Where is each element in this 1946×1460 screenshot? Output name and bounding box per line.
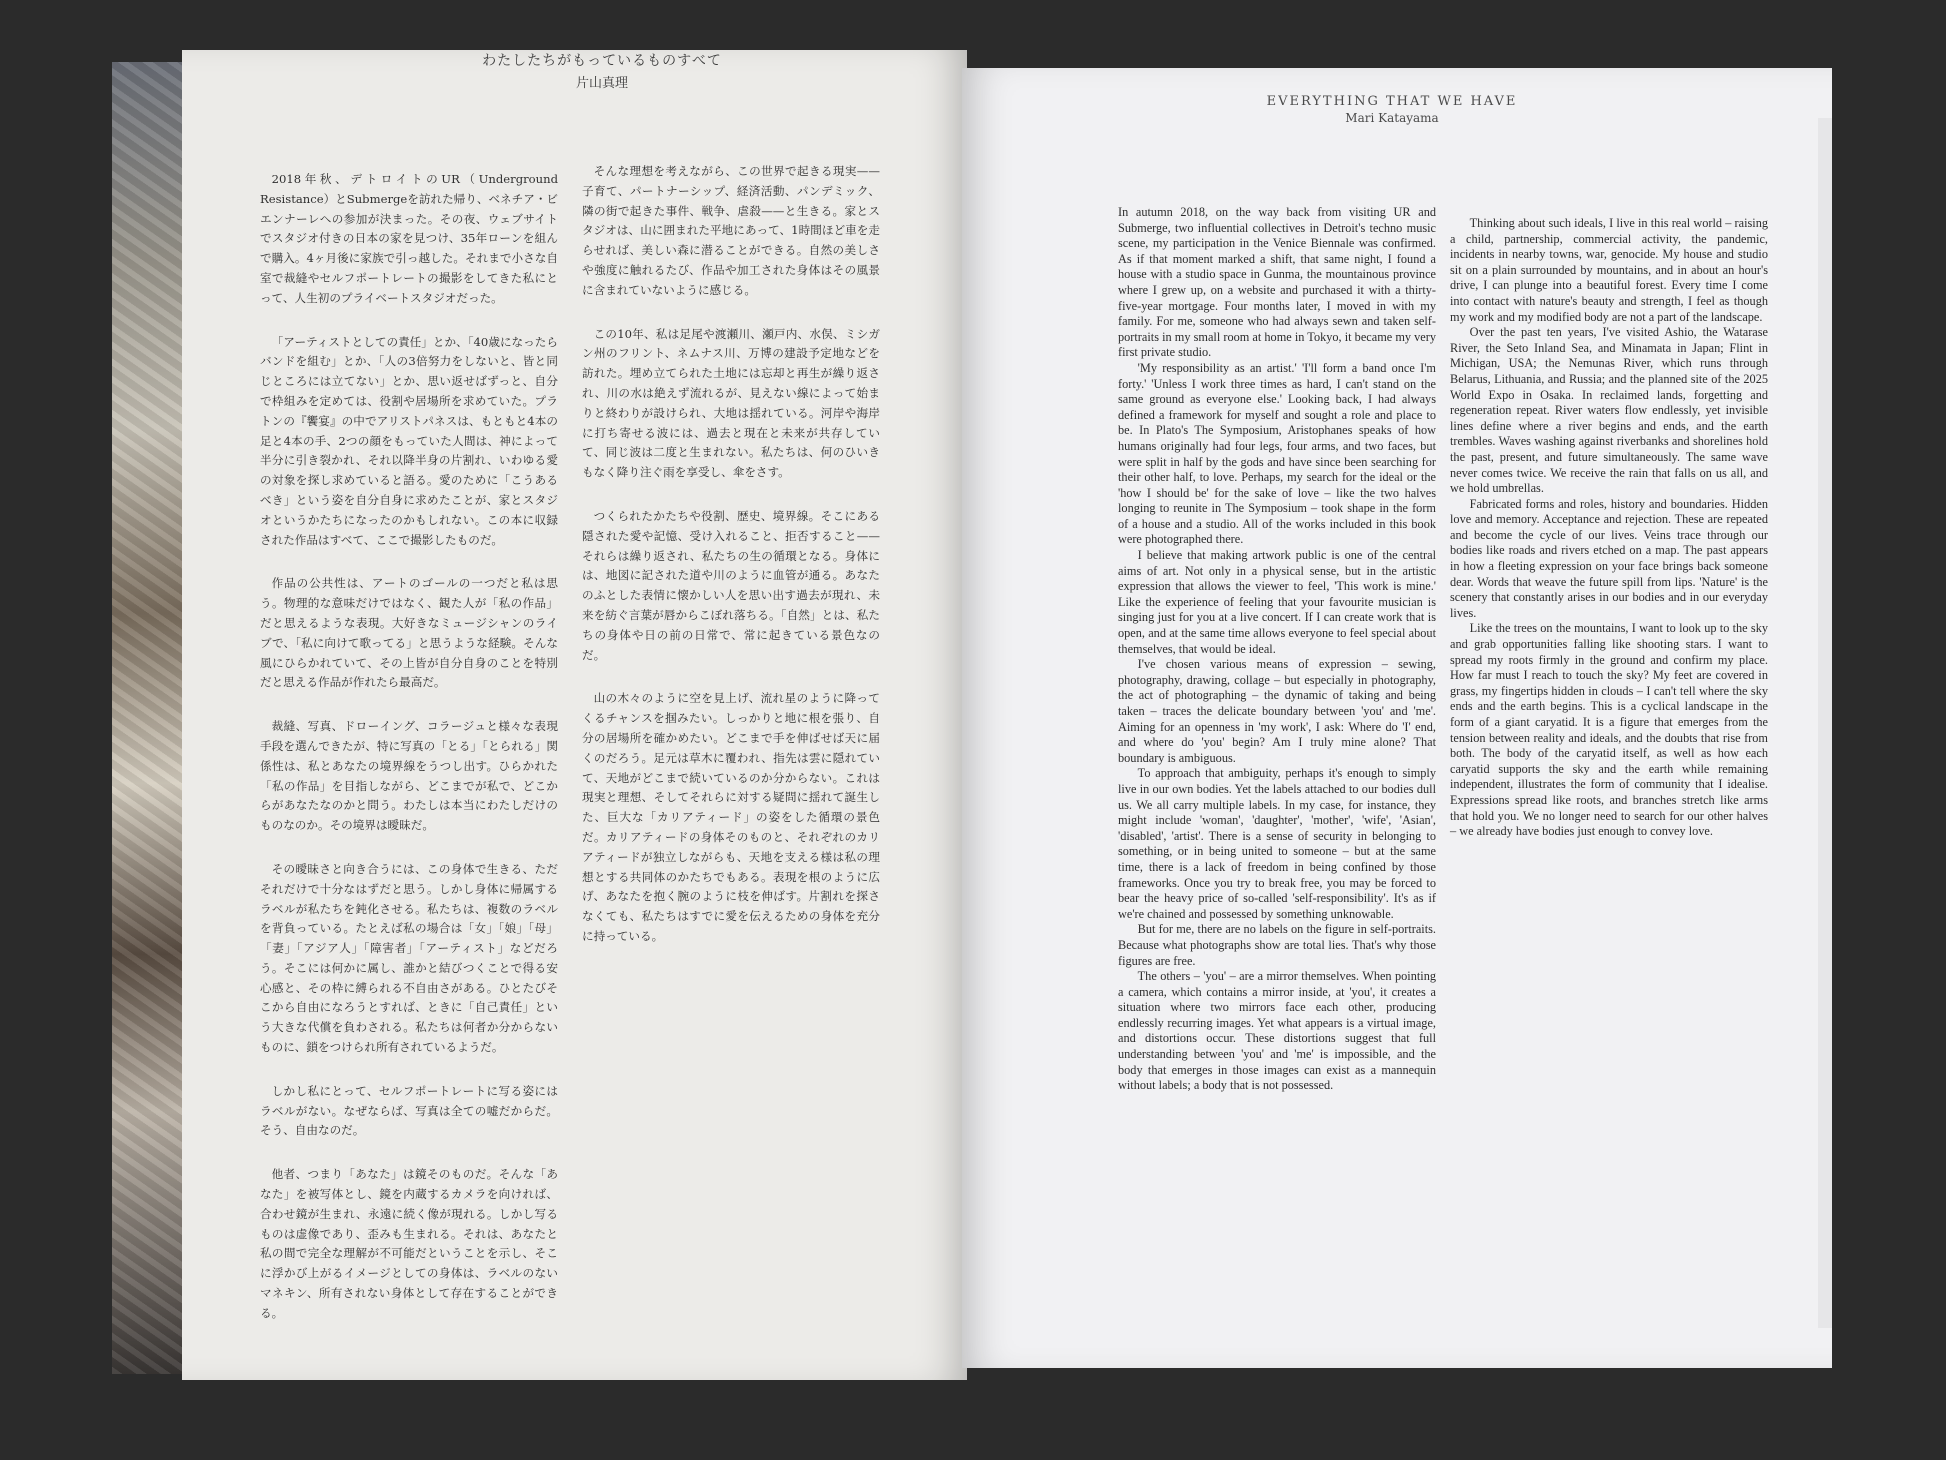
- english-author: Mari Katayama: [1345, 111, 1439, 125]
- english-column-2: [1450, 216, 1768, 840]
- japanese-column-2: [582, 162, 880, 971]
- paragraph: つくられたかたちや役割、歴史、境界線。そこにある隠された愛や記憶、受け入れること、拒否すること——それらは繰り返され、私たちの生の循環となる。身体には、地図に記された道や川のように血管が通る。あなたのふとした表情に懐かしい人を思い出す過去が現れ、未来を紡ぐ言葉が唇からこぼれ落ちる。「自然」とは、私たちの身体や日の前の日常で、常に起きている景色なのだ。: [582, 508, 880, 662]
- paragraph: 他者、つまり「あなた」は鏡そのものだ。そんな「あなた」を被写体とし、鏡を内蔵するカメラを向ければ、合わせ鏡が生まれ、永遠に続く像が現れる。しかし写るものは虚像であり、歪みも生まれる。それは、あなたと私の間で完全な理解が不可能だということを示し、そこに浮かび上がるイメージとしての身体は、ラベルのないマネキン、所有されない身体として存在することができる。: [260, 1167, 558, 1320]
- english-column-1: [1118, 205, 1436, 1094]
- paragraph: I believe that making artwork public is one of the central aims of art. Not only in a physical sense, but in the artistic expression that allows the viewer to feel, 'This work is mine.' Like the experience of feeling that your favourite musician is singing just for you at a live concert. If I can create work that is open, and at the same time allows everyone to feel special about themselves, that would be ideal.: [1118, 548, 1436, 656]
- paragraph: Fabricated forms and roles, history and boundaries. Hidden love and memory. Acceptance and rejection. These are repeated and become the cycle of our lives. Veins trace through our bodies like roads and rivers etched on a map. The past appears in how a fleeting expression on your face brings back someone dear. Words that weave the future spill from lips. 'Nature' is the scenery that constantly arises in our bodies and in our everyday lives.: [1450, 496, 1768, 620]
- english-header: [1162, 94, 1622, 125]
- paragraph: Over the past ten years, I've visited Ashio, the Watarase River, the Seto Inland Sea, and Minamata in Japan; Flint in Michigan, USA; the Nemunas River, which runs through Belarus, Lithuania, and Russia; and the planned site of the 2025 World Expo in Osaka. In reclaimed lands, forgetting and regeneration repeat. River waters flow endlessly, yet invisible lines define where a river begins and ends, and the earth trembles. Waves washing against riverbanks and shorelines hold the past, present, and future simultaneously. The same wave never comes twice. We receive the rain that falls on us all, and we hold umbrellas.: [1450, 325, 1768, 496]
- paragraph: しかし私にとって、セルフポートレートに写る姿にはラベルがない。なぜならば、写真は全ての嘘だからだ。そう、自由なのだ。: [260, 1083, 558, 1138]
- right-page: [962, 68, 1832, 1368]
- paragraph: Thinking about such ideals, I live in this real world – raising a child, partnership, commercial activity, the pandemic, incidents in nearby towns, war, genocide. My house and studio sit on a plain surrounded by mountains, and in about an hour's drive, I can plunge into a beautiful forest. Every time I come into contact with nature's beauty and strength, I feel as though my work and my modified body are not a part of the landscape.: [1450, 216, 1768, 324]
- left-page: [182, 50, 967, 1380]
- paragraph: その曖昧さと向き合うには、この身体で生きる、ただそれだけで十分なはずだと思う。しかし身体に帰属するラベルが私たちを鈍化させる。私たちは、複数のラベルを背負っている。たとえば私の場合は「女」「娘」「母」「妻」「アジア人」「障害者」「アーティスト」などだろう。そこには何かに属し、誰かと結びつくことで得る安心感と、その枠に縛られる不自由さがある。ひとたびそこから自由になろうとすれば、ときに「自己責任」という大きな代償を負わされる。私たちは何者か分からないものに、鎖をつけられ所有されているようだ。: [260, 861, 558, 1055]
- paragraph: そんな理想を考えながら、この世界で起きる現実——子育て、パートナーシップ、経済活動、パンデミック、隣の街で起きた事件、戦争、虐殺——と生きる。家とスタジオは、山に囲まれた平地にあって、1時間ほど車を走らせれば、美しい森に潜ることができる。自然の美しさや強度に触れるたび、作品や加工された身体はその風景に含まれていないように感じる。: [582, 164, 880, 297]
- paragraph: To approach that ambiguity, perhaps it's enough to simply live in our own bodies. Yet the labels attached to our bodies dull us. We all carry multiple labels. In my case, for instance, they might include 'woman', 'daughter', 'mother', 'wife', 'Asian', 'disabled', 'artist'. There is a sense of security in belonging to something, or in being united to someone – but at the same time, there is a lack of freedom in being confined by those frameworks. Once you try to break free, you may be forced to bear the heavy price of so-called 'self-responsibility'. It's as if we're chained and possessed by something unknowable.: [1118, 766, 1436, 921]
- japanese-column-1: [260, 170, 558, 1348]
- paragraph: I've chosen various means of expression – sewing, photography, drawing, collage – but especially in photography, the act of photographing – the dynamic of taking and being taken – traces the delicate boundary between 'you' and 'me'. Aiming for an openness in 'my work', I ask: Where do 'I' end, and where do 'you' begin? Am I truly mine alone? That boundary is ambiguous.: [1118, 657, 1436, 765]
- paragraph: 'My responsibility as an artist.' 'I'll form a band once I'm forty.' 'Unless I work three times as hard, I can't stand on the same ground as everyone else.' Looking back, I had always defined a framework for myself and sought a role and place to be. In Plato's The Symposium, Aristophanes speaks of how humans originally had four legs, four arms, and two faces, but were split in half by the gods and have since been searching for their other half, to love. Perhaps, my search for the ideal or the 'how I should be' for the sake of love – like the two halves longing to reunite in The Symposium – took shape in the form of a house and a studio. All of the works included in this book were photographed there.: [1118, 360, 1436, 547]
- japanese-title: わたしたちがもっているものすべて: [482, 53, 722, 69]
- paragraph: The others – 'you' – are a mirror themselves. When pointing a camera, which contains a mirror inside, at 'you', it creates a situation where two mirrors face each other, producing endlessly recurring images. Yet what appears is a virtual image, and distortions occur. These distortions suggest that full understanding between 'you' and 'me' is impossible, and the body that emerges in those images can exist as a mannequin without labels; a body that is not possessed.: [1118, 969, 1436, 1093]
- page-edge: [1818, 118, 1832, 1328]
- paragraph: Like the trees on the mountains, I want to look up to the sky and grab opportunities falling like shooting stars. I want to spread my roots firmly in the ground and confirm my place. How far must I reach to touch the sky? My feet are covered in grass, my fingertips hidden in clouds – I can't tell where the sky ends and the earth begins. This is a cyclical landscape in the form of a giant caryatid. It is a figure that emerges from the tension between reality and ideals, and the doubts that rise from both. The body of the caryatid itself, as well as how each caryatid supports the sky and the earth while remaining independent, illustrates the form of community that I idealise. Expressions spread like roots, and branches stretch like arms that hold you. We no longer need to search for our other halves – we already have bodies just enough to convey love.: [1450, 621, 1768, 839]
- paragraph: But for me, there are no labels on the figure in self-portraits. Because what photographs show are total lies. That's why those figures are free.: [1118, 922, 1436, 968]
- paragraph: この10年、私は足尾や渡瀬川、瀬戸内、水俣、ミシガン州のフリント、ネムナス川、万博の建設予定地などを訪れた。埋め立てられた土地には忘却と再生が繰り返され、川の水は絶えず流れるが、見えない線によって始まりと終わりが設けられ、大地は揺れている。河岸や海岸に打ち寄せる波には、過去と現在と未来が共存していて、同じ波は二度と生まれない。私たちは、何のひいきもなく降り注ぐ雨を享受し、傘をさす。: [582, 326, 880, 480]
- paragraph: 山の木々のように空を見上げ、流れ星のように降ってくるチャンスを掴みたい。しっかりと地に根を張り、自分の居場所を確かめたい。どこまで手を伸ばせば天に届くのだろう。足元は草木に覆われ、指先は雲に隠れていて、天地がどこまで続いているのか分からない。これは現実と理想、そしてそれらに対する疑問に揺れて誕生した、巨大な「カリアティード」の姿をした循環の景色だ。カリアティードの身体そのものと、それぞれのカリアティードが独立しながらも、天地を支える様は私の理想とする共同体のかたちでもある。表現を根のように広げ、あなたを抱く腕のように枝を伸ばす。片割れを探さなくても、私たちはすでに愛を伝えるための身体を充分に持っている。: [582, 691, 880, 943]
- paragraph: In autumn 2018, on the way back from visiting UR and Submerge, two influential collectives in Detroit's techno music scene, my participation in the Venice Biennale was confirmed. As if that moment marked a shift, that same night, I found a house with a studio space in Gunma, the mountainous province where I grew up, on a website and purchased it with a thirty-five-year mortgage. Four months later, I moved in with my family. For me, someone who had always sewn and taken self-portraits in my small room at home in Tokyo, it became my very first private studio.: [1118, 205, 1436, 360]
- paragraph: 裁縫、写真、ドローイング、コラージュと様々な表現手段を選んできたが、特に写真の「とる」「とられる」関係性は、私とあなたの境界線をうつし出す。ひらかれた「私の作品」を目指しながら、どこまでが私で、どこからがあなたなのかと問う。わたしは本当にわたしだけのものなのか。その境界は曖昧だ。: [260, 719, 558, 833]
- photo-strip-image: [112, 62, 186, 1374]
- paragraph: 2018年秋、デトロイトのUR（Underground Resistance）とSubmergeを訪れた帰り、ベネチア・ビエンナーレへの参加が決まった。その夜、ウェブサイトでスタジオ付きの日本の家を見つけ、35年ローンを組んで購入。4ヶ月後に家族で引っ越した。それまで小さな自室で裁縫やセルフポートレートの撮影をしてきた私にとって、人生初のプライベートスタジオだった。: [260, 172, 559, 305]
- paragraph: 作品の公共性は、アートのゴールの一つだと私は思う。物理的な意味だけではなく、観た人が「私の作品」だと思えるような表現。大好きなミュージシャンのライブで、「私に向けて歌ってる」と思うような経験。そんな風にひらかれていて、その上皆が自分自身のことを特別だと思える作品が作れたら最高だ。: [260, 576, 558, 690]
- japanese-author: 片山真理: [575, 76, 628, 91]
- english-title: EVERYTHING THAT WE HAVE: [1266, 94, 1518, 109]
- paragraph: 「アーティストとしての責任」とか、「40歳になったらバンドを組む」とか、「人の3倍努力をしないと、皆と同じところには立てない」とか、思い返せばずっと、自分で枠組みを定めては、役割や居場所を求めていた。プラトンの『饗宴』の中でアリストパネスは、もともと4本の足と4本の手、2つの顔をもっていた人間は、神によって半分に引き裂かれ、それ以降半身の片割れ、いわゆる愛の対象を探し求めていると語る。愛のために「こうあるべき」という姿を自分自身に求めたことが、家とスタジオというかたちになったのかもしれない。この本に収録された作品はすべて、ここで撮影したものだ。: [260, 334, 558, 547]
